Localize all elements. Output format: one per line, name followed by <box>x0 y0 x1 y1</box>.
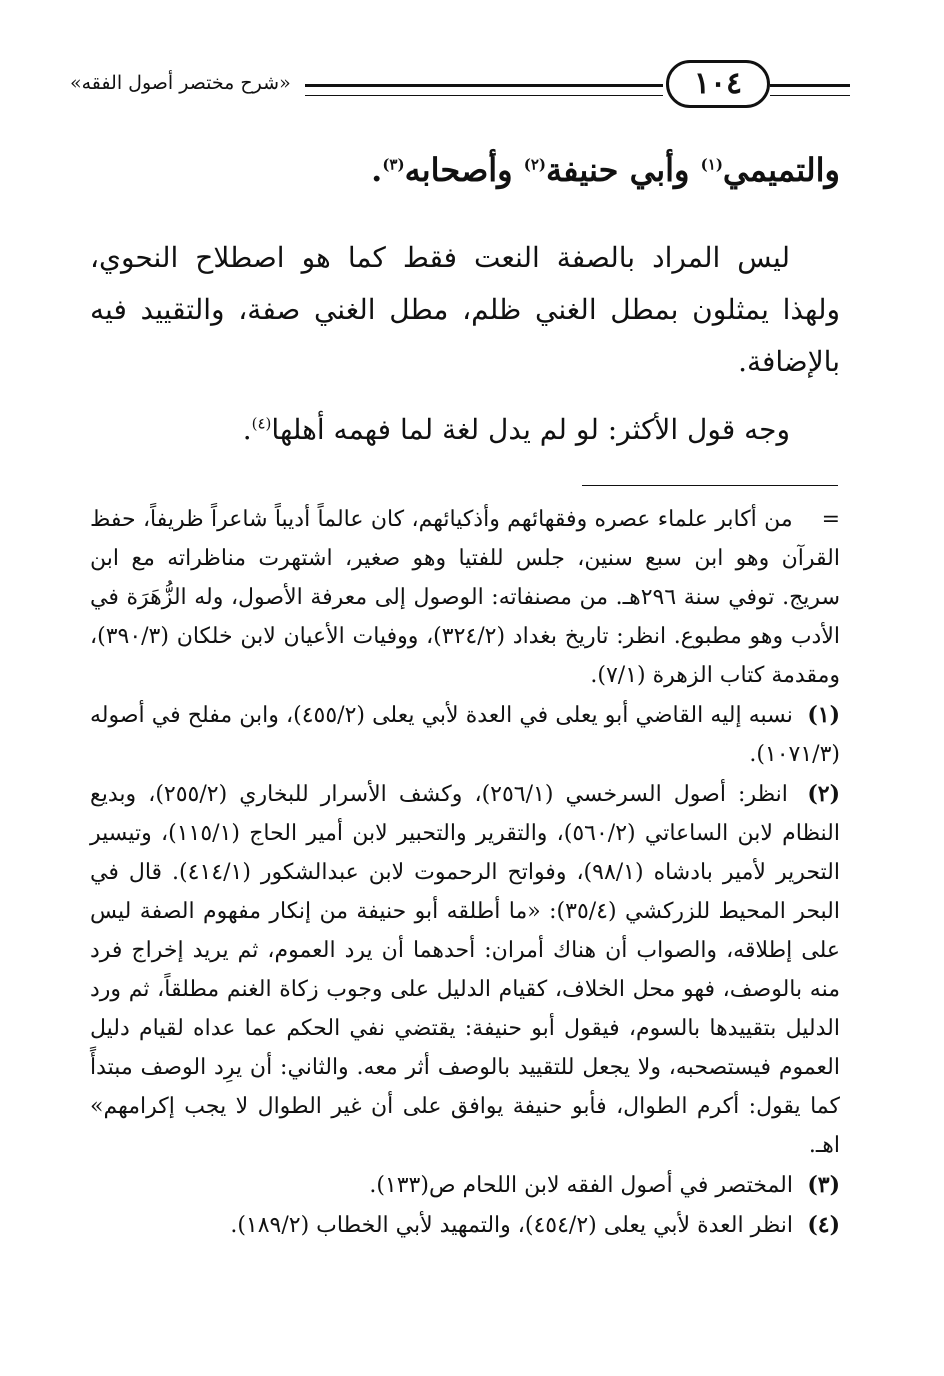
body-paragraph-1: ليس المراد بالصفة النعت فقط كما هو اصطلاح النحوي، ولهذا يمثلون بمطل الغني ظلم، مطل الغني صفة، والتقييد فيه بالإضافة. <box>90 241 840 378</box>
header-rule-left <box>305 84 663 96</box>
footnote-text: من أكابر علماء عصره وفقهائهم وأذكيائهم، كان عالماً أديباً شاعراً ظريفاً، حفظ القرآن وهو ابن سبع سنين، جلس للفتيا وهو صغير، اشتهرت مناظراته مع ابن سريج. توفي سنة ٢٩٦هـ. من مصنفاته: الوصول إلى معرفة الأصول، وله الزُّهَرَة في الأدب وهو مطبوع. انظر: تاريخ بغداد (٣٢٤/٢)، ووفيات الأعيان لابن خلكان (٣٩٠/٣)، ومقدمة كتاب الزهرة (٧/١). <box>90 507 841 688</box>
footnotes <box>90 500 840 1246</box>
text-segment: . <box>242 413 252 446</box>
header-rule-right <box>770 84 850 96</box>
footnote-ref: (٣) <box>382 155 405 174</box>
text-segment: والتميمي <box>722 151 840 189</box>
footnote-text: نسبه إليه القاضي أبو يعلى في العدة لأبي يعلى (٤٥٥/٢)، وابن مفلح في أصوله (١٠٧١/٣). <box>90 703 840 767</box>
text-segment: وجه قول الأكثر: لو لم يدل لغة لما فهمه أهلها <box>271 413 790 446</box>
footnote-mark: (١) <box>807 702 840 728</box>
footnote-item <box>90 696 840 774</box>
page-number: ١٠٤ <box>666 60 770 108</box>
footnote-mark: (٤) <box>807 1212 840 1238</box>
footnote-ref: (٤) <box>251 414 272 433</box>
page-header <box>70 58 850 118</box>
footnote-mark: (٣) <box>807 1172 840 1198</box>
footnote-divider <box>582 485 838 486</box>
running-title: «شرح مختصر أصول الفقه» <box>70 72 291 94</box>
footnote-item <box>90 1166 840 1205</box>
text-segment: وأبي حنيفة <box>546 151 701 189</box>
text-segment: . <box>371 151 383 189</box>
footnote-text: انظر: أصول السرخسي (٢٥٦/١)، وكشف الأسرار للبخاري (٢٥٥/٢)، وبديع النظام لابن الساعاتي (٥٦٠/٢)، والتقرير والتحبير لابن أمير الحاج (١١٥/١)، وتيسير التحرير لأمير بادشاه (٩٨/١)، وفواتح الرحموت لابن عبدالشكور (٤١٤/١). قال في البحر المحيط للزركشي (٣٥/٤): «ما أطلقه أبو حنيفة من إنكار مفهوم الصفة ليس على إطلاقه، والصواب أن هناك أمران: أحدهما أن يرد العموم، ثم يريد إخراج فرد منه بالوصف، فهو محل الخلاف، كقيام الدليل على وجوب زكاة الغنم مطلقاً، ثم ورد الدليل بتقييدها بالسوم، فيقول أبو حنيفة: يقتضي نفي الحكم عما عداه لقيام دليل العموم فيستصحبه، ولا يجعل للتقييد بالوصف أثر معه. والثاني: أن يرِد الوصف مبتدأً كما يقول: أكرم الطوال، فأبو حنيفة يوافق على أن غير الطوال لا يجب إكرامهم» اهـ. <box>90 782 840 1158</box>
text-segment: وأصحابه <box>404 151 524 189</box>
main-heading-line <box>90 140 840 200</box>
footnote-item <box>90 1206 840 1245</box>
footnote-ref: (٢) <box>523 155 546 174</box>
footnote-item <box>90 500 840 695</box>
footnote-text: انظر العدة لأبي يعلى (٤٥٤/٢)، والتمهيد لأبي الخطاب (١٨٩/٢). <box>230 1213 793 1238</box>
footnote-text: المختصر في أصول الفقه لابن اللحام ص(١٣٣). <box>369 1173 793 1198</box>
footnote-item <box>90 775 840 1165</box>
body-paragraph-2 <box>90 404 840 456</box>
footnote-mark: (٢) <box>807 781 840 807</box>
footnote-mark: = <box>821 507 841 532</box>
footnote-ref: (١) <box>700 155 723 174</box>
